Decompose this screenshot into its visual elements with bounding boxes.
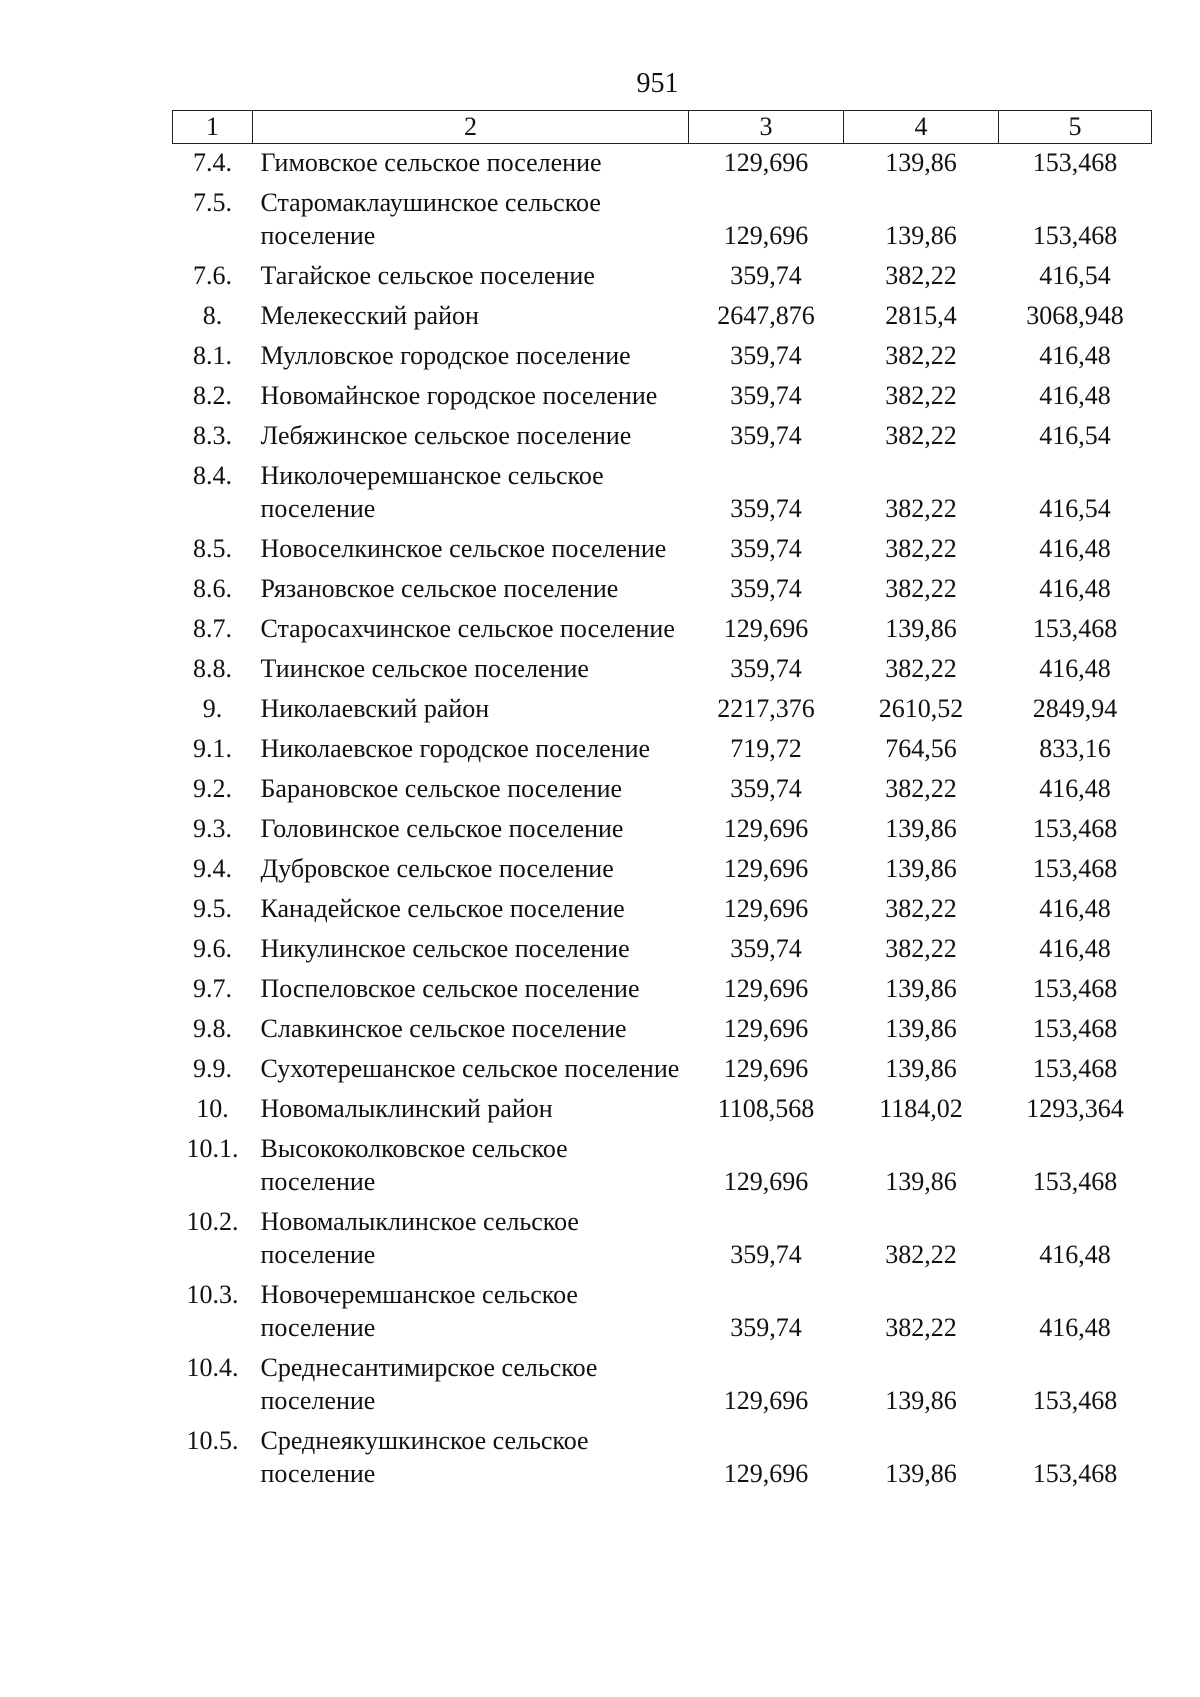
value-col-5: 416,48 <box>1039 774 1111 803</box>
value-col-5: 416,48 <box>1039 1313 1111 1342</box>
value-col-5: 416,48 <box>1039 574 1111 603</box>
page-number: 951 <box>636 68 679 99</box>
value-col-3: 129,696 <box>723 814 809 843</box>
value-col-3: 359,74 <box>730 421 802 450</box>
row-number: 9.9. <box>193 1054 232 1083</box>
row-number: 9.2. <box>193 774 232 803</box>
value-col-4: 382,22 <box>885 1240 957 1269</box>
row-number: 8.1. <box>193 341 232 370</box>
table-row <box>173 1050 1152 1090</box>
value-col-3: 129,696 <box>723 1054 809 1083</box>
table-row <box>173 1276 1152 1349</box>
row-name: Среднесантимирское сельское поселение <box>260 1353 598 1415</box>
row-number: 10.4. <box>186 1353 239 1382</box>
row-name: Тагайское сельское поселение <box>260 261 595 290</box>
value-col-4: 139,86 <box>885 1459 957 1488</box>
table-row <box>173 970 1152 1010</box>
row-name: Канадейское сельское поселение <box>260 894 625 923</box>
value-col-5: 416,48 <box>1039 894 1111 923</box>
row-number: 10.1. <box>186 1134 239 1163</box>
value-col-3: 129,696 <box>723 894 809 923</box>
column-header-5: 5 <box>999 111 1152 144</box>
row-name: Мулловское городское поселение <box>260 341 631 370</box>
row-name: Новомайнское городское поселение <box>260 381 658 410</box>
row-name: Старомаклаушинское сельское поселение <box>260 188 601 250</box>
value-col-4: 139,86 <box>885 974 957 1003</box>
row-number: 10. <box>196 1094 229 1123</box>
value-col-3: 359,74 <box>730 534 802 563</box>
table-row <box>173 257 1152 297</box>
value-col-3: 359,74 <box>730 1313 802 1342</box>
row-name: Славкинское сельское поселение <box>260 1014 627 1043</box>
table-row <box>173 770 1152 810</box>
value-col-4: 1184,02 <box>879 1094 963 1123</box>
table-row <box>173 690 1152 730</box>
row-number: 10.3. <box>186 1280 239 1309</box>
row-number: 7.5. <box>193 188 232 217</box>
value-col-4: 139,86 <box>885 614 957 643</box>
row-number: 9.7. <box>193 974 232 1003</box>
table-row <box>173 1130 1152 1203</box>
row-name: Николаевский район <box>260 694 490 723</box>
value-col-4: 382,22 <box>885 934 957 963</box>
value-col-5: 153,468 <box>1032 1386 1118 1415</box>
row-name: Николаевское городское поселение <box>260 734 651 763</box>
table-row <box>173 297 1152 337</box>
column-header-1: 1 <box>173 111 253 144</box>
value-col-3: 2217,376 <box>717 694 815 723</box>
value-col-3: 129,696 <box>723 1014 809 1043</box>
value-col-4: 382,22 <box>885 421 957 450</box>
value-col-5: 153,468 <box>1032 614 1118 643</box>
value-col-3: 2647,876 <box>717 301 815 330</box>
value-col-4: 139,86 <box>885 854 957 883</box>
value-col-4: 382,22 <box>885 534 957 563</box>
value-col-3: 129,696 <box>723 614 809 643</box>
row-name: Сухотерешанское сельское поселение <box>260 1054 680 1083</box>
table-row <box>173 650 1152 690</box>
row-number: 7.6. <box>193 261 232 290</box>
value-col-3: 359,74 <box>730 774 802 803</box>
row-number: 9.5. <box>193 894 232 923</box>
value-col-3: 359,74 <box>730 654 802 683</box>
column-header-2: 2 <box>253 111 689 144</box>
table-row <box>173 730 1152 770</box>
value-col-4: 139,86 <box>885 814 957 843</box>
row-name: Новоселкинское сельское поселение <box>260 534 667 563</box>
value-col-3: 129,696 <box>723 1167 809 1196</box>
row-number: 7.4. <box>193 148 232 177</box>
value-col-5: 416,48 <box>1039 534 1111 563</box>
value-col-3: 359,74 <box>730 1240 802 1269</box>
value-col-5: 153,468 <box>1032 814 1118 843</box>
value-col-5: 153,468 <box>1032 1459 1118 1488</box>
value-col-5: 1293,364 <box>1026 1094 1124 1123</box>
row-name: Среднеякушкинское сельское поселение <box>260 1426 589 1488</box>
table-row <box>173 417 1152 457</box>
table-row <box>173 337 1152 377</box>
value-col-3: 129,696 <box>723 854 809 883</box>
value-col-3: 359,74 <box>730 261 802 290</box>
table-row <box>173 850 1152 890</box>
row-name: Барановское сельское поселение <box>260 774 623 803</box>
value-col-5: 2849,94 <box>1032 694 1118 723</box>
value-col-5: 416,48 <box>1039 341 1111 370</box>
row-number: 9.1. <box>193 734 232 763</box>
row-name: Новомалыклинский район <box>260 1094 553 1123</box>
row-name: Рязановское сельское поселение <box>260 574 619 603</box>
row-name: Николочеремшанское сельское поселение <box>260 461 604 523</box>
table-row <box>173 570 1152 610</box>
value-col-4: 139,86 <box>885 1014 957 1043</box>
row-number: 8. <box>202 301 223 330</box>
value-col-5: 153,468 <box>1032 854 1118 883</box>
table-header <box>173 111 1152 144</box>
value-col-4: 139,86 <box>885 1054 957 1083</box>
value-col-5: 416,54 <box>1039 494 1111 523</box>
value-col-3: 129,696 <box>723 221 809 250</box>
row-number: 9.8. <box>193 1014 232 1043</box>
value-col-4: 382,22 <box>885 774 957 803</box>
table-body <box>173 144 1152 1496</box>
value-col-4: 382,22 <box>885 494 957 523</box>
value-col-4: 139,86 <box>885 1386 957 1415</box>
value-col-4: 2815,4 <box>885 301 957 330</box>
column-header-3: 3 <box>689 111 844 144</box>
row-name: Гимовское сельское поселение <box>260 148 602 177</box>
row-name: Новомалыклинское сельское поселение <box>260 1207 579 1269</box>
table-row <box>173 530 1152 570</box>
value-col-3: 359,74 <box>730 574 802 603</box>
table-row <box>173 184 1152 257</box>
value-col-4: 382,22 <box>885 341 957 370</box>
value-col-5: 3068,948 <box>1026 301 1124 330</box>
value-col-5: 153,468 <box>1032 1014 1118 1043</box>
table-row <box>173 144 1152 185</box>
row-number: 10.5. <box>186 1426 239 1455</box>
value-col-4: 139,86 <box>885 221 957 250</box>
value-col-3: 1108,568 <box>717 1094 815 1123</box>
row-name: Дубровское сельское поселение <box>260 854 614 883</box>
value-col-4: 382,22 <box>885 381 957 410</box>
row-number: 9.4. <box>193 854 232 883</box>
value-col-4: 382,22 <box>885 894 957 923</box>
row-number: 10.2. <box>186 1207 239 1236</box>
value-col-4: 2610,52 <box>878 694 964 723</box>
value-col-5: 153,468 <box>1032 974 1118 1003</box>
value-col-3: 359,74 <box>730 934 802 963</box>
table-row <box>173 890 1152 930</box>
table-row <box>173 377 1152 417</box>
value-col-3: 359,74 <box>730 381 802 410</box>
value-col-4: 382,22 <box>885 574 957 603</box>
table-row <box>173 1090 1152 1130</box>
row-number: 8.3. <box>193 421 232 450</box>
value-col-5: 416,54 <box>1039 261 1111 290</box>
value-col-5: 416,54 <box>1039 421 1111 450</box>
row-name: Никулинское сельское поселение <box>260 934 630 963</box>
value-col-5: 153,468 <box>1032 1054 1118 1083</box>
value-col-5: 153,468 <box>1032 148 1118 177</box>
row-name: Тиинское сельское поселение <box>260 654 589 683</box>
row-number: 8.5. <box>193 534 232 563</box>
row-name: Новочеремшанское сельское поселение <box>260 1280 578 1342</box>
table-row <box>173 1422 1152 1495</box>
row-number: 8.8. <box>193 654 232 683</box>
value-col-5: 833,16 <box>1039 734 1111 763</box>
row-name: Головинское сельское поселение <box>260 814 624 843</box>
value-col-5: 416,48 <box>1039 934 1111 963</box>
row-name: Лебяжинское сельское поселение <box>260 421 632 450</box>
table-row <box>173 610 1152 650</box>
value-col-5: 416,48 <box>1039 654 1111 683</box>
row-number: 8.7. <box>193 614 232 643</box>
row-number: 9. <box>202 694 223 723</box>
row-number: 8.2. <box>193 381 232 410</box>
row-number: 9.3. <box>193 814 232 843</box>
value-col-4: 382,22 <box>885 654 957 683</box>
value-col-3: 719,72 <box>730 734 802 763</box>
row-name: Старосахчинское сельское поселение <box>260 614 675 643</box>
value-col-4: 764,56 <box>885 734 957 763</box>
value-col-3: 359,74 <box>730 341 802 370</box>
value-col-3: 359,74 <box>730 494 802 523</box>
header-row <box>173 111 1152 144</box>
row-name: Поспеловское сельское поселение <box>260 974 640 1003</box>
table-row <box>173 1203 1152 1276</box>
value-col-4: 382,22 <box>885 261 957 290</box>
table-row <box>173 1010 1152 1050</box>
table-row <box>173 930 1152 970</box>
row-number: 8.4. <box>193 461 232 490</box>
data-table <box>172 110 1152 1495</box>
row-number: 9.6. <box>193 934 232 963</box>
value-col-4: 139,86 <box>885 1167 957 1196</box>
value-col-5: 153,468 <box>1032 221 1118 250</box>
value-col-3: 129,696 <box>723 148 809 177</box>
table-row <box>173 1349 1152 1422</box>
value-col-5: 153,468 <box>1032 1167 1118 1196</box>
row-name: Высококолковское сельское поселение <box>260 1134 568 1196</box>
value-col-4: 382,22 <box>885 1313 957 1342</box>
value-col-5: 416,48 <box>1039 1240 1111 1269</box>
row-name: Мелекесский район <box>260 301 479 330</box>
value-col-5: 416,48 <box>1039 381 1111 410</box>
column-header-4: 4 <box>844 111 999 144</box>
table-row <box>173 457 1152 530</box>
row-number: 8.6. <box>193 574 232 603</box>
value-col-3: 129,696 <box>723 1386 809 1415</box>
table-row <box>173 810 1152 850</box>
value-col-4: 139,86 <box>885 148 957 177</box>
value-col-3: 129,696 <box>723 974 809 1003</box>
value-col-3: 129,696 <box>723 1459 809 1488</box>
